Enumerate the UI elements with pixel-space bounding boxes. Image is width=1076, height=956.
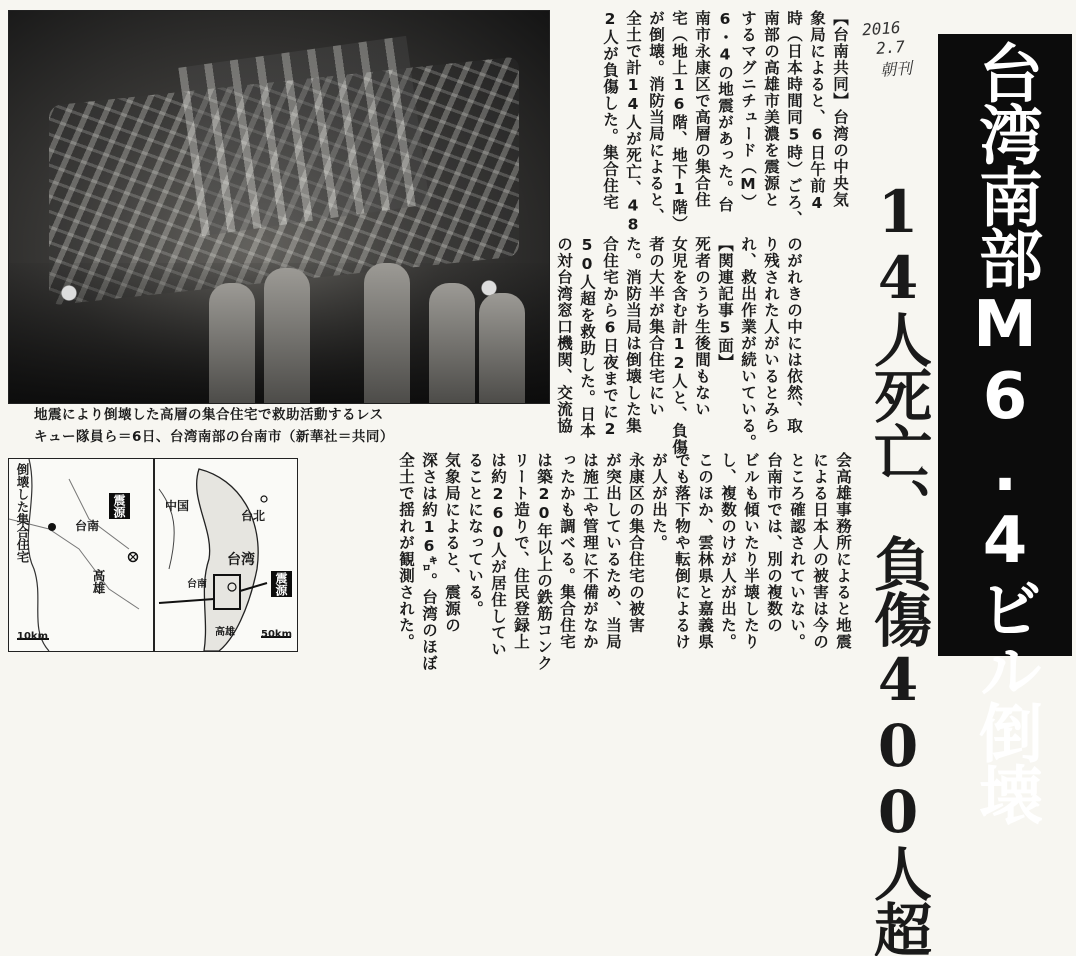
headline: 台湾南部M6.4ビル倒壊: [968, 40, 1042, 824]
map-scale-right: 50km: [261, 629, 292, 640]
map-scale-left: 10km: [17, 631, 48, 642]
map-epicenter-tag-left: 震源: [109, 493, 130, 519]
caption-line-1: 地震により倒壊した高層の集合住宅で救助活動するレス: [34, 407, 384, 423]
caption-line-2: キュー隊員ら＝6日、台湾南部の台南市（新華社＝共同）: [34, 429, 394, 445]
map-kaohsiung-small-label: 高雄: [215, 627, 235, 638]
map-taipei-label: 台北: [241, 509, 266, 523]
rescue-photo: [8, 10, 550, 404]
map-tainan-small-label: 台南: [187, 579, 207, 590]
subheadline: 14人死亡、負傷400人超: [864, 178, 932, 956]
handwritten-date-note: [862, 18, 932, 128]
map-tainan-label: 台南: [75, 519, 100, 533]
location-map: [8, 458, 298, 652]
note-year: 2016: [861, 17, 902, 40]
headline-box: [938, 34, 1072, 824]
article-body-top: 【台南共同】台湾の中央気 象局によると、6日午前4 時（日本時間同5時）ごろ、 南部の高雄市美濃を震源と するマグニチュード（M） 6・4の地震があった。台 南市永康区で高層の集合住 宅（地上16階、地下1階） が倒壊。消防当局によると、 全土で計14人が死亡、48 2人が負傷した。集合住宅: [601, 10, 849, 235]
note-date: 2.7: [875, 36, 906, 58]
map-taiwan-label: 台湾: [227, 552, 255, 568]
article-body-middle: のがれきの中には依然、取 り残された人がいるとみら れ、救出作業が続いている。 【関連記事5面】 死者のうち生後間もない 女児を含む計12人と、負傷 者の大半が集合住宅にい た。消防当局は倒壊した集 合住宅から6日夜までに2 50人超を救助した。日本 の対台湾窓口機関、交流協: [555, 236, 803, 456]
map-china-label: 中国: [165, 499, 190, 513]
article-body-bottom: 会高雄事務所によると地震 による日本人の被害は今の ところ確認されていない。 台南市では、別の複数の ビルも傾いたり半壊したり し、複数のけが人が出た。 このほか、雲林県と嘉義県 でも落下物や転倒によるけ が人が出た。 永康区の集合住宅の被害 が突出しているため、当局 は施工や管理に不備がなか ったかも調べる。集合住宅 は築20年以上の鉄筋コンク リート造りで、住民登録上 は約260人が居住してい ることになっている。 気象局によると、震源の 深さは約16㌔。台湾のほぼ 全土で揺れが観測された。: [397, 452, 852, 672]
map-building-label: 倒壊した集合住宅: [15, 463, 30, 563]
photo-caption: [34, 404, 554, 448]
map-kaohsiung-label: 高雄: [91, 569, 106, 594]
map-epicenter-tag-right: 震源: [271, 571, 292, 597]
note-edition: 朝刊: [879, 58, 913, 80]
